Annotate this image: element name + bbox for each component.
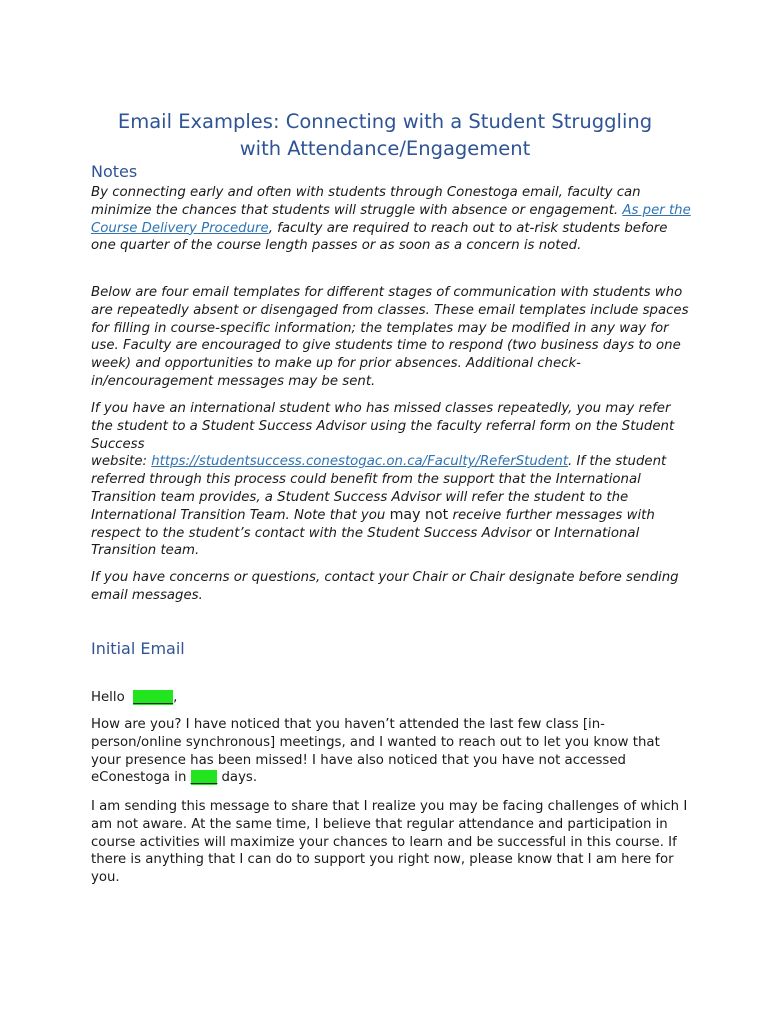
notes-paragraph-4: If you have concerns or questions, contact your Chair or Chair designate before sending email messages. <box>91 570 679 603</box>
email-body-paragraph-2: I am sending this message to share that I realize you may be facing challenges of which I am not aware. At the same time, I believe that regular attendance and participation in course activities will maximize your chances to learn and be successful in this course. If there is anything that I can do to support you right now, please know that I am here for you. <box>91 799 688 886</box>
days-blank: ____ <box>190 770 218 786</box>
email-greeting <box>91 689 691 707</box>
body-p1-text-start: How are you? I have noticed that you haven’t attended the last few class [in-person/online synchronous] meetings, and I wanted to reach out to let you know that your presence has been missed! I have also noticed that you have not accessed eConestoga in <box>91 717 660 786</box>
notes-p3-text-mid: . If the student referred through this process could benefit from the support that the International Transition team provides, a Student Success Advisor will refer the student to the International Transition Team. Note that you <box>91 454 667 523</box>
notes-p3-or: or <box>535 524 550 541</box>
notes-heading: Notes <box>91 162 138 181</box>
greeting-word: Hello <box>91 690 125 705</box>
notes-p3-text-mid2: receive further messages with respect to the student’s contact with the Student Success Advisor <box>91 507 655 541</box>
notes-p3-website-label: website: <box>91 454 152 470</box>
email-body-paragraph-1 <box>91 716 691 787</box>
notes-paragraph-3 <box>91 400 691 560</box>
notes-paragraph-1 <box>91 184 691 255</box>
greeting-comma: , <box>173 690 178 705</box>
page-title <box>90 108 680 162</box>
notes-p1-text-start: By connecting early and often with students through Conestoga email, faculty can minimize the chances that students will struggle with absence or engagement. <box>91 185 641 218</box>
title-line-1: Email Examples: Connecting with a Student Struggling <box>117 110 653 133</box>
refer-student-link[interactable]: https://studentsuccess.conestogac.on.ca/Faculty/ReferStudent <box>151 454 569 470</box>
notes-p1-text-end: , faculty are required to reach out to at-risk students before one quarter of the course length passes or as soon as a concern is noted. <box>91 220 668 254</box>
initial-email-heading: Initial Email <box>91 639 185 658</box>
student-name-blank: ______ <box>133 690 174 705</box>
notes-p3-text-end: International Transition team. <box>91 525 640 559</box>
body-p1-text-end: days. <box>217 770 258 786</box>
course-delivery-procedure-link[interactable]: As per the Course Delivery Procedure <box>91 202 691 236</box>
notes-paragraph-2: Below are four email templates for different stages of communication with students who are repeatedly absent or disengaged from classes. These email templates include spaces for filling in course-specific information; the templates may be modified in any way for use. Faculty are encouraged to give students time to respond (two business days to one week) and opportunities to make up for prior absences. Additional check-in/encouragement messages may be sent. <box>91 285 689 389</box>
notes-p3-may-not: may not <box>389 506 449 523</box>
title-line-2: with Attendance/Engagement <box>239 137 531 160</box>
notes-p3-text-start: If you have an international student who has missed classes repeatedly, you may refer the student to a Student Success Advisor using the faculty referral form on the Student Success <box>91 401 675 452</box>
